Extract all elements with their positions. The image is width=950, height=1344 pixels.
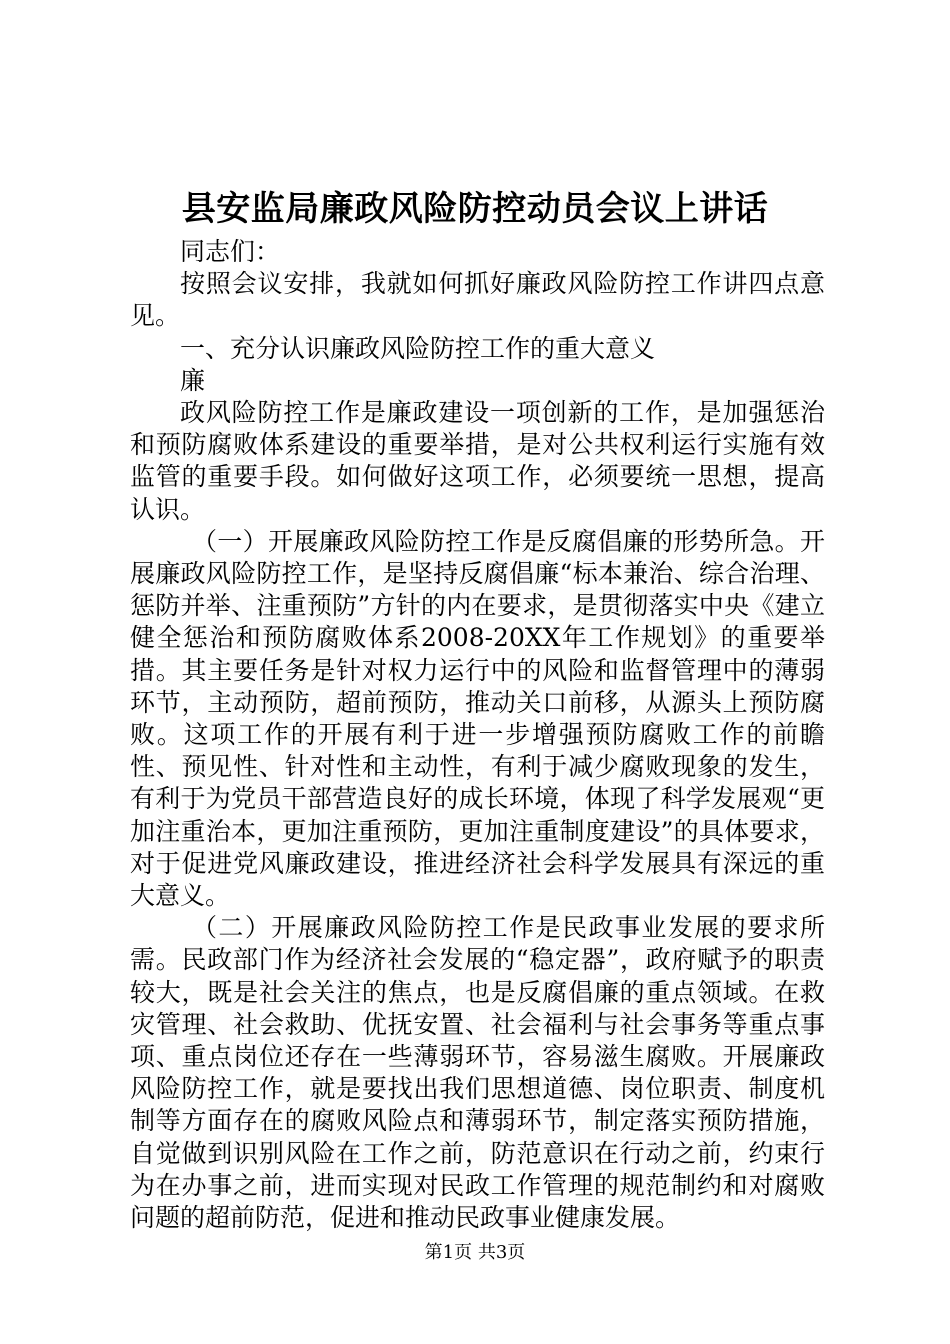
page-footer: 第1页 共3页 [424, 1242, 526, 1263]
section-heading-1: 一、充分认识廉政风险防控工作的重大意义 [180, 333, 656, 363]
subsection-paragraph-2: （二）开展廉政风险防控工作是民政事业发展的要求所需。民政部门作为经济社会发展的“稳定器”，政府赋予的职责较大，既是社会关注的焦点，也是反腐倡廉的重点领域。在救灾管理、社会救助、优抚安置、社会福利与社会事务等重点事项、重点岗位还存在一些薄弱环节，容易滋生腐败。开展廉政风险防控工作，就是要找出我们思想道德、岗位职责、制度机制等方面存在的腐败风险点和薄弱环节，制定落实预防措施，自觉做到识别风险在工作之前，防范意识在行动之前，约束行为在办事之前，进而实现对民政工作管理的规范制约和对腐败问题的超前防范，促进和推动民政事业健康发展。 [130, 913, 825, 1233]
body-paragraph: 政风险防控工作是廉政建设一项创新的工作，是加强惩治和预防腐败体系建设的重要举措，是对公共权利运行实施有效监管的重要手段。如何做好这项工作，必须要统一思想，提高认识。 [130, 398, 825, 524]
subsection-paragraph-1: （一）开展廉政风险防控工作是反腐倡廉的形势所急。开展廉政风险防控工作，是坚持反腐倡廉“标本兼治、综合治理、惩防并举、注重预防”方针的内在要求，是贯彻落实中央《建立健全惩治和预防腐败体系2008-20XX年工作规划》的重要举措。其主要任务是针对权力运行中的风险和监督管理中的薄弱环节，主动预防，超前预防，推动关口前移，从源头上预防腐败。这项工作的开展有利于进一步增强预防腐败工作的前瞻性、预见性、针对性和主动性，有利于减少腐败现象的发生，有利于为党员干部营造良好的成长环境，体现了科学发展观“更加注重治本，更加注重预防，更加注重制度建设”的具体要求，对于促进党风廉政建设，推进经济社会科学发展具有深远的重大意义。 [130, 526, 825, 911]
intro-paragraph: 按照会议安排，我就如何抓好廉政风险防控工作讲四点意见。 [130, 269, 825, 331]
salutation: 同志们： [180, 237, 281, 266]
document-title: 县安监局廉政风险防控动员会议上讲话 [181, 189, 769, 229]
document-body [130, 236, 825, 1234]
paragraph-fragment: 廉 [180, 365, 206, 395]
